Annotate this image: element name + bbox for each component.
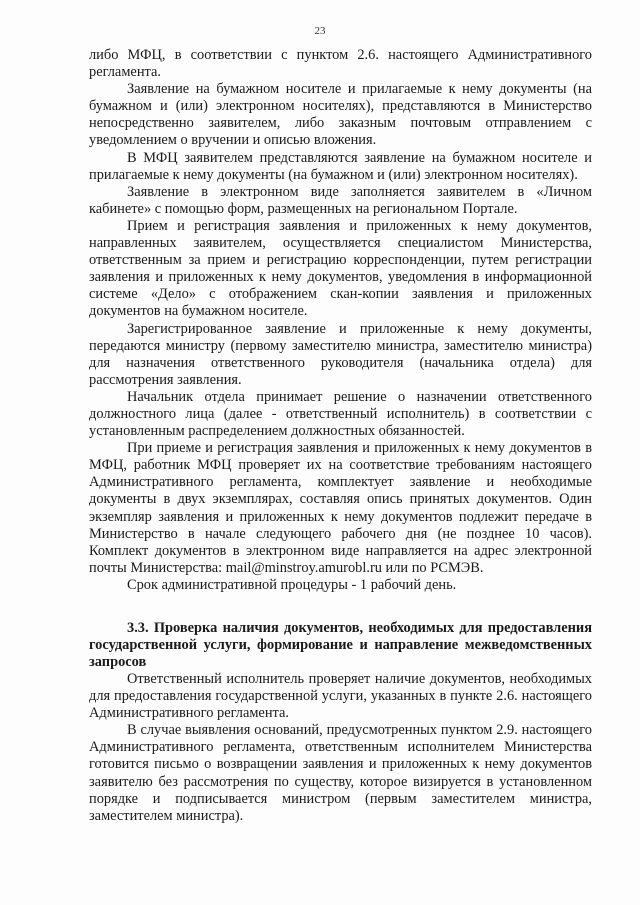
section-after xyxy=(89,671,592,825)
paragraph: Ответственный исполнитель проверяет наличие документов, необходимых для предоставления государственной услуги, указанных в пункте 2.6. настоящего Административного регламента. xyxy=(89,671,592,722)
paragraph: Зарегистрированное заявление и приложенные к нему документы, передаются министру (первому заместителю министра, заместителю министра) для назначения ответственного руководителя (начальника отдела) для рассмотрения заявления. xyxy=(89,320,592,388)
paragraph: В МФЦ заявителем представляются заявление на бумажном носителе и прилагаемые к нему документы (на бумажном и (или) электронном носителях). xyxy=(89,149,592,183)
paragraph: Начальник отдела принимает решение о назначении ответственного должностного лица (далее - ответственный исполнитель) в соответствии с установленным распределением должностных обязанностей. xyxy=(89,388,592,440)
paragraph: При приеме и регистрация заявления и приложенных к нему документов в МФЦ, работник МФЦ проверяет их на соответствие требованиям настоящего Административного регламента, комплектует заявление и необходимые документы в двух экземплярах, составляя опись принятых документов. Один экземпляр заявления и приложенных к нему документов подлежит передаче в Министерство в начале следующего рабочего дня (не позднее 10 часов). Комплект документов в электронном виде направляется на адрес электронной почты Министерства: mail@minstroy.amurobl.ru или по РСМЭВ. xyxy=(89,440,592,576)
paragraph: Заявление на бумажном носителе и прилагаемые к нему документы (на бумажном и (или) электронном носителях), представляются в Министерство непосредственно заявителем, либо заказным почтовым отправлением с уведомлением о вручении и описью вложения. xyxy=(89,81,592,149)
paragraph: Прием и регистрация заявления и приложенных к нему документов, направленных заявителем, осуществляется специалистом Министерства, ответственным за прием и регистрацию корреспонденции, путем регистрации заявления и приложенных к нему документов, уведомления в информационной системе «Дело» с отображением скан-копии заявления и приложенных документов на бумажном носителе. xyxy=(89,217,592,320)
paragraph: Срок административной процедуры - 1 рабочий день. xyxy=(127,576,457,593)
paragraph: Заявление в электронном виде заполняется заявителем в «Личном кабинете» с помощью форм, размещенных на региональном Портале. xyxy=(89,183,592,217)
section-before xyxy=(89,47,592,594)
document-body xyxy=(89,47,592,825)
section-heading: 3.3. Проверка наличия документов, необходимых для предоставления государственной услуги, формирование и направление межведомственных запросов xyxy=(89,620,592,670)
paragraph: В случае выявления оснований, предусмотренных пунктом 2.9. настоящего Административного регламента, ответственным исполнителем Министерства готовится письмо о возвращении заявления и приложенных к нему документов заявителю без рассмотрения по существу, которое визируется в установленном порядке и подписывается министром (первым заместителем министра, заместителем министра). xyxy=(89,722,592,824)
page-number: 23 xyxy=(314,25,326,37)
paragraph: либо МФЦ, в соответствии с пунктом 2.6. настоящего Административного регламента. xyxy=(89,47,592,81)
